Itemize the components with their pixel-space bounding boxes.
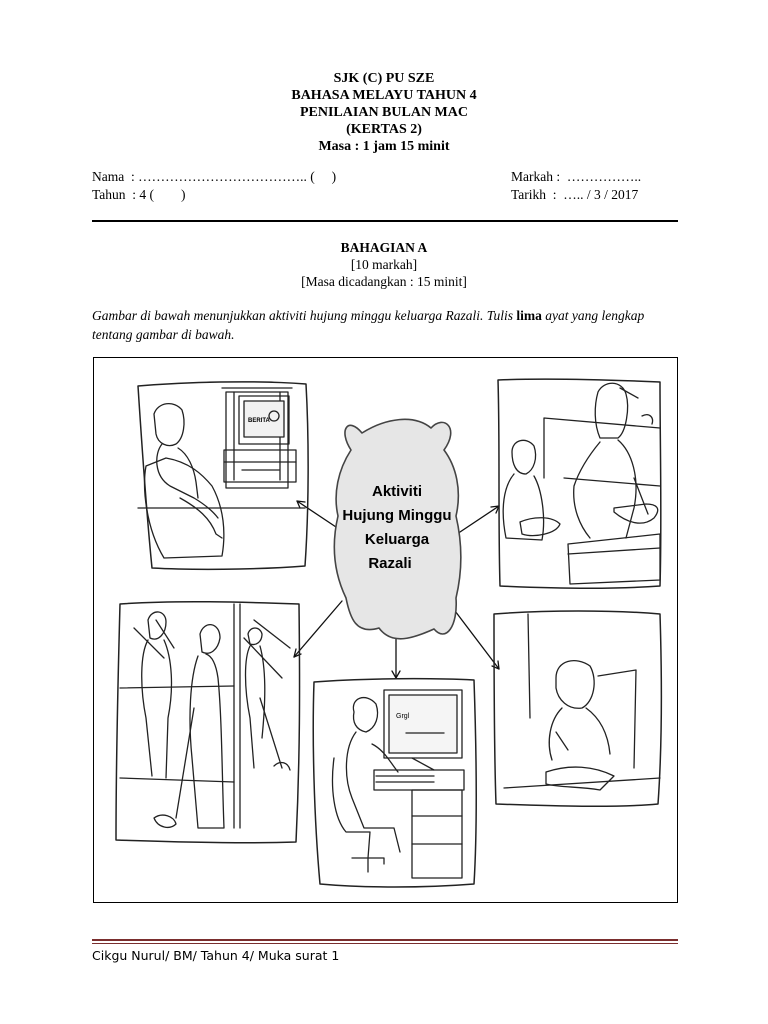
scene-cooking <box>498 379 661 588</box>
scene-sweeping <box>116 602 300 843</box>
subject-title: BAHASA MELAYU TAHUN 4 <box>291 88 477 103</box>
tv-news-label: BERITA <box>248 418 270 424</box>
footer-rule-thin <box>92 943 678 944</box>
footer-text: Cikgu Nurul/ BM/ Tahun 4/ Muka surat 1 <box>92 948 340 963</box>
cloud-line-3: Keluarga <box>364 531 430 548</box>
arrow-to-cooking-scene <box>454 506 499 536</box>
footer-rule <box>92 939 678 941</box>
year-field: Tahun : 4 ( ) <box>92 187 186 202</box>
section-marks: [10 markah] <box>350 257 418 272</box>
name-field: Nama : ……………………………….. ( ) <box>92 169 337 184</box>
exam-duration: Masa : 1 jam 15 minit <box>318 139 450 154</box>
scene-computer <box>313 679 476 887</box>
cloud-line-1: Aktiviti <box>371 483 423 500</box>
school-name: SJK (C) PU SZE <box>333 71 435 86</box>
scene-studying <box>494 611 661 806</box>
scene-watching-tv <box>138 382 308 569</box>
cloud-line-2: Hujung Minggu <box>342 507 452 524</box>
cloud-line-4: Razali <box>368 555 412 572</box>
section-suggested-time: [Masa dicadangkan : 15 minit] <box>301 274 467 289</box>
instruction-part1: Gambar di bawah menunjukkan aktiviti hujung minggu keluarga Razali. Tulis <box>92 308 517 323</box>
header-divider <box>92 220 678 222</box>
screen-search-label: Grgl <box>396 713 410 720</box>
date-field: Tarikh : ….. / 3 / 2017 <box>511 187 639 202</box>
instruction-part2: ayat yang lengkap tentang gambar di bawah. <box>92 308 645 342</box>
illustration <box>94 358 677 902</box>
paper-label: (KERTAS 2) <box>346 122 422 137</box>
assessment-title: PENILAIAN BULAN MAC <box>299 105 468 120</box>
marks-field: Markah : …………….. <box>511 169 642 184</box>
illustration-frame <box>93 357 678 903</box>
instruction-emphasis: lima <box>516 308 542 323</box>
center-cloud <box>334 419 461 638</box>
arrow-to-sweeping-scene <box>294 601 342 657</box>
section-title: BAHAGIAN A <box>340 240 428 255</box>
instruction-text <box>92 306 680 344</box>
